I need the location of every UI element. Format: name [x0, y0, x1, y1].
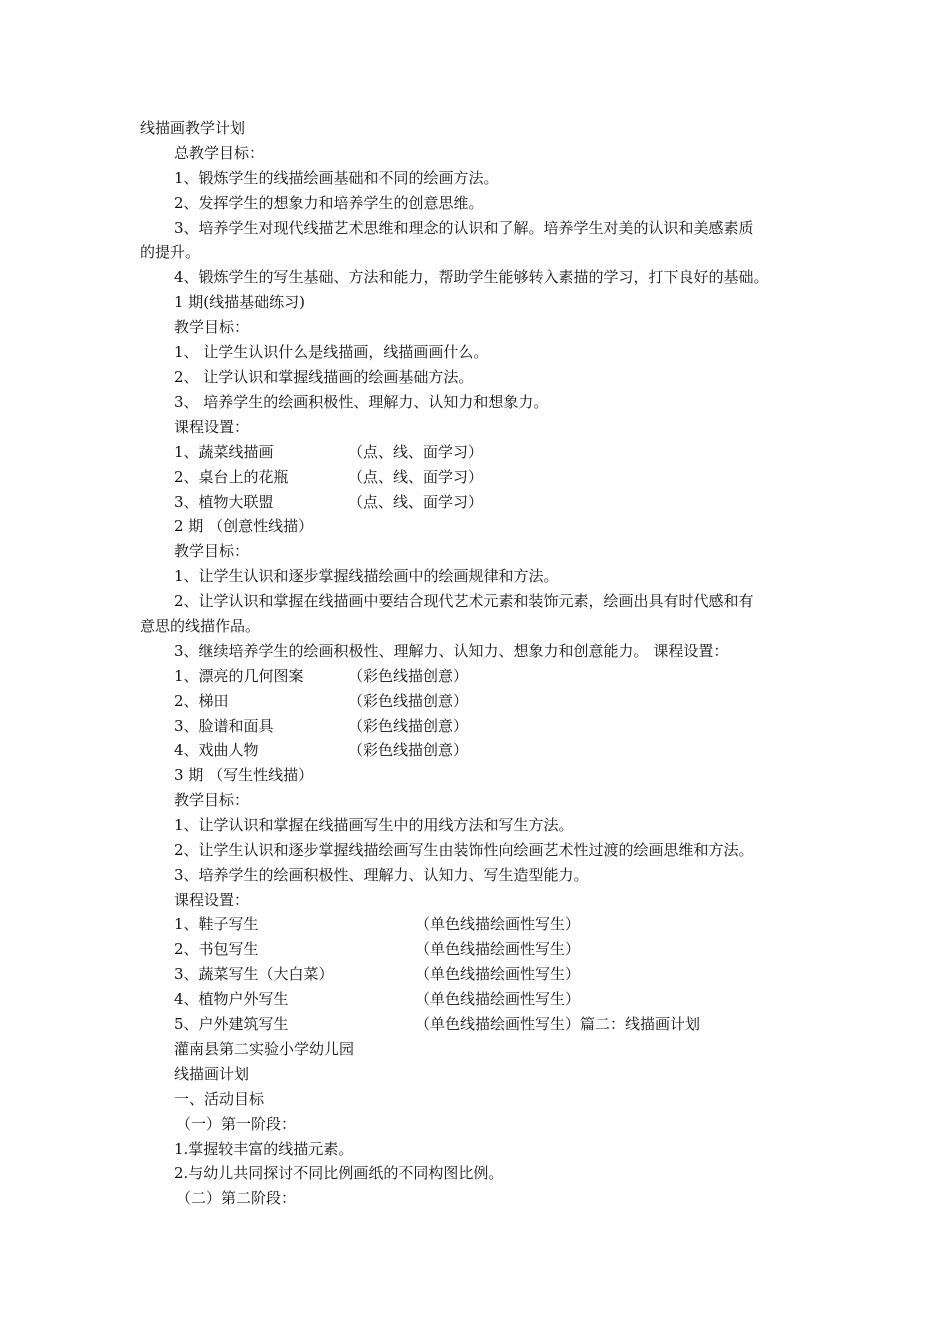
period-1-course-3-name: 3、植物大联盟: [174, 493, 274, 511]
period-2-course-2-note: （彩色线描创意）: [348, 692, 469, 710]
period-3-goal-heading: 教学目标：: [174, 791, 250, 809]
period-2-goal-1: 1、让学生认识和逐步掌握线描绘画中的绘画规律和方法。: [174, 567, 559, 585]
period-3-course-1-name: 1、鞋子写生: [174, 915, 259, 933]
part-2-item-2: 2.与幼儿共同探讨不同比例画纸的不同构图比例。: [174, 1164, 504, 1182]
period-3-goal-2: 2、让学生认识和逐步掌握线描绘画写生由装饰性向绘画艺术性过渡的绘画思维和方法。: [174, 841, 754, 859]
period-3-course-4-name: 4、植物户外写生: [174, 990, 289, 1008]
period-3-heading: 3 期 （写生性线描）: [174, 766, 314, 784]
period-3-goal-3: 3、培养学生的绘画积极性、理解力、认知力、写生造型能力。: [174, 866, 589, 884]
total-goal-3-cont: 的提升。: [140, 243, 201, 261]
period-2-course-1-note: （彩色线描创意）: [348, 667, 469, 685]
period-1-course-1-name: 1、蔬菜线描画: [174, 443, 274, 461]
period-2-goal-2: 2、让学认识和掌握在线描画中要结合现代艺术元素和装饰元素，绘画出具有时代感和有: [174, 592, 754, 610]
period-1-course-3-note: （点、线、面学习）: [348, 493, 484, 511]
period-3-course-2-note: （单色线描绘画性写生）: [415, 940, 581, 958]
part-2-title: 线描画计划: [174, 1065, 250, 1083]
total-goal-1: 1、锻炼学生的线描绘画基础和不同的绘画方法。: [174, 169, 499, 187]
part-2-school: 灌南县第二实验小学幼儿园: [174, 1040, 355, 1058]
period-2-course-4-name: 4、戏曲人物: [174, 741, 259, 759]
period-2-course-4-note: （彩色线描创意）: [348, 741, 469, 759]
period-3-course-3-note: （单色线描绘画性写生）: [415, 965, 581, 983]
period-2-goal-2-cont: 意思的线描作品。: [140, 617, 261, 635]
total-goal-heading: 总教学目标：: [174, 144, 265, 162]
period-2-course-3-name: 3、脸谱和面具: [174, 717, 274, 735]
part-2-section-1: 一、活动目标: [174, 1090, 265, 1108]
period-1-goal-heading: 教学目标：: [174, 318, 250, 336]
period-2-course-1-name: 1、漂亮的几何图案: [174, 667, 304, 685]
period-3-goal-1: 1、让学认识和掌握在线描画写生中的用线方法和写生方法。: [174, 816, 574, 834]
period-3-course-5-name: 5、户外建筑写生: [174, 1015, 289, 1033]
period-1-heading: 1 期(线描基础练习): [174, 293, 306, 311]
part-2-item-1: 1.掌握较丰富的线描元素。: [174, 1140, 354, 1158]
doc-title: 线描画教学计划: [140, 119, 246, 137]
period-1-goal-3: 3、 培养学生的绘画积极性、理解力、认知力和想象力。: [174, 393, 549, 411]
period-1-goal-2: 2、 让学认识和掌握线描画的绘画基础方法。: [174, 368, 474, 386]
period-3-course-heading: 课程设置：: [174, 891, 250, 909]
part-2-stage-2: （二）第二阶段：: [176, 1189, 297, 1207]
period-2-course-3-note: （彩色线描创意）: [348, 717, 469, 735]
period-1-course-2-name: 2、桌台上的花瓶: [174, 468, 289, 486]
part-2-stage-1: （一）第一阶段：: [176, 1115, 297, 1133]
period-3-course-3-name: 3、蔬菜写生（大白菜）: [174, 965, 334, 983]
period-2-goal-heading: 教学目标：: [174, 542, 250, 560]
period-3-course-2-name: 2、书包写生: [174, 940, 259, 958]
period-3-course-1-note: （单色线描绘画性写生）: [415, 915, 581, 933]
period-2-course-2-name: 2、梯田: [174, 692, 229, 710]
period-2-heading: 2 期 （创意性线描）: [174, 517, 314, 535]
total-goal-4: 4、锻炼学生的写生基础、方法和能力，帮助学生能够转入素描的学习，打下良好的基础。: [174, 268, 769, 286]
period-1-course-2-note: （点、线、面学习）: [348, 468, 484, 486]
period-2-goal-3: 3、继续培养学生的绘画积极性、理解力、认知力、想象力和创意能力。 课程设置：: [174, 642, 729, 660]
total-goal-3: 3、培养学生对现代线描艺术思维和理念的认识和了解。培养学生对美的认识和美感素质: [174, 219, 754, 237]
total-goal-2: 2、发挥学生的想象力和培养学生的创意思维。: [174, 194, 484, 212]
period-1-goal-1: 1、 让学生认识什么是线描画，线描画画什么。: [174, 343, 489, 361]
period-3-course-5-note: （单色线描绘画性写生）篇二：线描画计划: [415, 1015, 701, 1033]
period-1-course-1-note: （点、线、面学习）: [348, 443, 484, 461]
period-1-course-heading: 课程设置：: [174, 418, 250, 436]
period-3-course-4-note: （单色线描绘画性写生）: [415, 990, 581, 1008]
